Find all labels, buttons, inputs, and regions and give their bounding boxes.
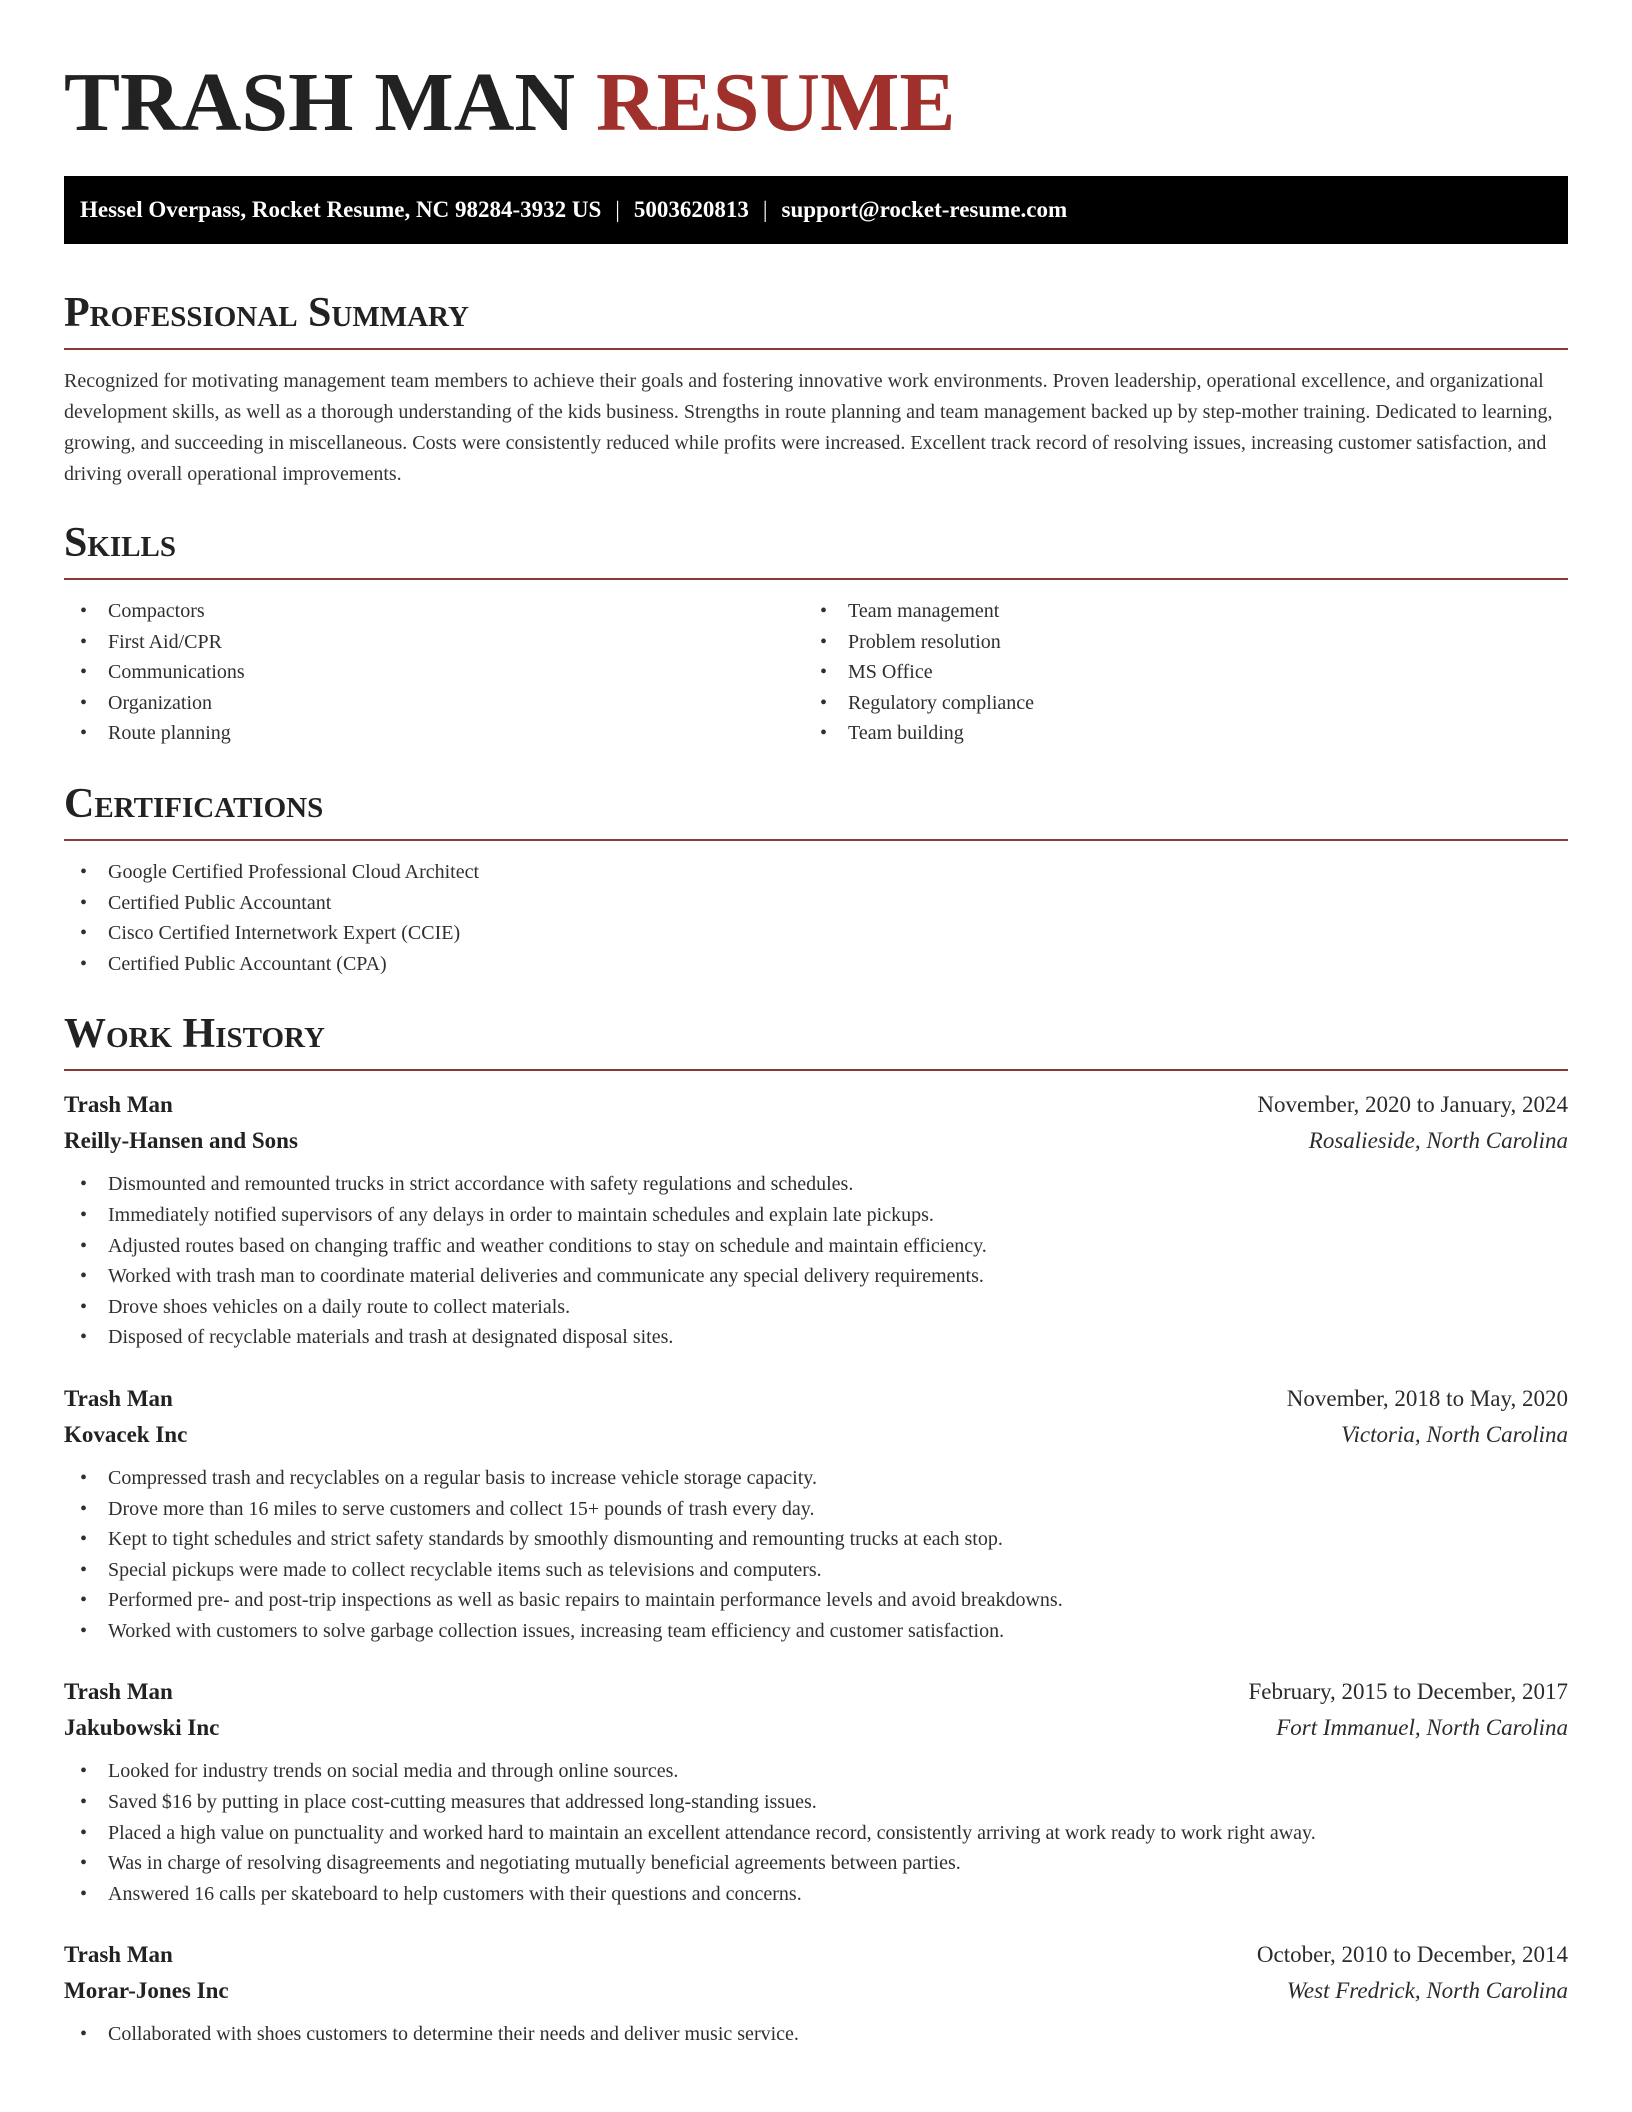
contact-separator: | <box>762 197 768 222</box>
skill-item: • MS Office <box>804 657 1544 688</box>
summary-section <box>64 288 1568 490</box>
job-entry <box>64 1381 1568 1647</box>
job-duty: • Dismounted and remounted trucks in strict accordance with safety regulations and schedules. <box>64 1169 1568 1200</box>
job-header <box>64 1381 1568 1417</box>
job-location: West Fredrick, North Carolina <box>1286 1978 1568 2004</box>
job-duty: • Worked with customers to solve garbage collection issues, increasing team efficiency and customer satisfaction. <box>64 1616 1568 1647</box>
skill-item: • First Aid/CPR <box>64 627 804 658</box>
section-divider <box>64 839 1568 841</box>
skill-item: • Team building <box>804 718 1544 749</box>
job-company: Morar-Jones Inc <box>64 1978 229 2004</box>
skill-item: • Team management <box>804 596 1544 627</box>
job-location: Victoria, North Carolina <box>1341 1421 1568 1447</box>
section-divider <box>64 578 1568 580</box>
job-header <box>64 1937 1568 1973</box>
contact-email[interactable]: support@rocket-resume.com <box>781 197 1068 222</box>
section-divider <box>64 1069 1568 1071</box>
certification-item: • Certified Public Accountant (CPA) <box>64 949 1568 980</box>
job-dates: October, 2010 to December, 2014 <box>1256 1942 1568 1968</box>
contact-bar <box>64 176 1568 244</box>
job-dates: November, 2020 to January, 2024 <box>1257 1092 1568 1118</box>
job-duties <box>64 2019 1568 2050</box>
job-duty: • Placed a high value on punctuality and worked hard to maintain an excellent attendance record, consistently arriving at work ready to work right away. <box>64 1818 1568 1849</box>
job-role: Trash Man <box>64 1942 173 1968</box>
skill-item: • Communications <box>64 657 804 688</box>
skill-item: • Route planning <box>64 718 804 749</box>
job-duties <box>64 1756 1568 1909</box>
section-divider <box>64 348 1568 350</box>
job-subheader <box>64 1973 1568 2009</box>
work-history-section <box>64 1009 1568 2050</box>
section-title-summary: Professional Summary <box>64 290 469 336</box>
skill-item: • Regulatory compliance <box>804 688 1544 719</box>
job-duty: • Immediately notified supervisors of any delays in order to maintain schedules and explain late pickups. <box>64 1200 1568 1231</box>
resume-page <box>64 0 1568 2050</box>
job-header <box>64 1087 1568 1123</box>
job-location: Rosalieside, North Carolina <box>1308 1128 1568 1154</box>
job-subheader <box>64 1123 1568 1159</box>
certification-item: • Google Certified Professional Cloud Architect <box>64 857 1568 888</box>
certification-item: • Certified Public Accountant <box>64 888 1568 919</box>
certification-item: • Cisco Certified Internetwork Expert (CCIE) <box>64 918 1568 949</box>
job-duty: • Adjusted routes based on changing traffic and weather conditions to stay on schedule and maintain efficiency. <box>64 1231 1568 1262</box>
contact-phone[interactable]: 5003620813 <box>633 197 749 222</box>
job-role: Trash Man <box>64 1679 173 1705</box>
job-entry <box>64 1087 1568 1353</box>
skill-item: • Problem resolution <box>804 627 1544 658</box>
summary-text: Recognized for motivating management team members to achieve their goals and fostering innovative work environments. Proven leadership, operational excellence, and organizational development skills, as well as a thorough understanding of the kids business. Strengths in route planning and team management backed up by step-mother training. Dedicated to learning, growing, and succeeding in miscellaneous. Costs were consistently reduced while profits were increased. Excellent track record of resolving issues, increasing customer satisfaction, and driving overall operational improvements. <box>64 370 1553 485</box>
job-subheader <box>64 1417 1568 1453</box>
job-company: Reilly-Hansen and Sons <box>64 1128 298 1154</box>
job-dates: February, 2015 to December, 2017 <box>1248 1679 1568 1705</box>
certifications-list <box>64 857 1568 979</box>
contact-separator: | <box>615 197 620 222</box>
job-duty: • Was in charge of resolving disagreements and negotiating mutually beneficial agreements between parties. <box>64 1848 1568 1879</box>
job-entry <box>64 1674 1568 1909</box>
job-duties <box>64 1463 1568 1647</box>
job-duty: • Drove shoes vehicles on a daily route to collect materials. <box>64 1292 1568 1323</box>
job-company: Kovacek Inc <box>64 1421 188 1447</box>
job-duties <box>64 1169 1568 1353</box>
skills-grid <box>64 596 1568 749</box>
skills-list-right <box>804 596 1544 749</box>
job-duty: • Drove more than 16 miles to serve customers and collect 15+ pounds of trash every day. <box>64 1494 1568 1525</box>
job-role: Trash Man <box>64 1385 173 1411</box>
job-duty: • Collaborated with shoes customers to determine their needs and deliver music service. <box>64 2019 1568 2050</box>
job-duty: • Compressed trash and recyclables on a regular basis to increase vehicle storage capacity. <box>64 1463 1568 1494</box>
skill-item: • Organization <box>64 688 804 719</box>
job-header <box>64 1674 1568 1710</box>
job-subheader <box>64 1710 1568 1746</box>
section-title-work-history: Work History <box>64 1011 325 1058</box>
job-duty: • Performed pre- and post-trip inspections as well as basic repairs to maintain performance levels and avoid breakdowns. <box>64 1585 1568 1616</box>
job-role: Trash Man <box>64 1092 173 1118</box>
certifications-section <box>64 779 1568 979</box>
job-duty: • Worked with trash man to coordinate material deliveries and communicate any special delivery requirements. <box>64 1261 1568 1292</box>
section-title-certifications: Certifications <box>64 780 324 827</box>
contact-address: Hessel Overpass, Rocket Resume, NC 98284-3932 US <box>80 197 602 222</box>
title-accent: RESUME <box>596 56 956 149</box>
job-duty: • Answered 16 calls per skateboard to help customers with their questions and concerns. <box>64 1879 1568 1910</box>
resume-title <box>64 0 1568 148</box>
job-duty: • Special pickups were made to collect recyclable items such as televisions and computers. <box>64 1555 1568 1586</box>
skills-list-left <box>64 596 804 749</box>
skill-item: • Compactors <box>64 596 804 627</box>
job-location: Fort Immanuel, North Carolina <box>1276 1715 1568 1741</box>
section-title-skills: Skills <box>64 520 177 566</box>
job-duty: • Disposed of recyclable materials and trash at designated disposal sites. <box>64 1322 1568 1353</box>
skills-section <box>64 518 1568 749</box>
job-duty: • Kept to tight schedules and strict safety standards by smoothly dismounting and remounting trucks at each stop. <box>64 1524 1568 1555</box>
job-company: Jakubowski Inc <box>64 1715 220 1741</box>
job-dates: November, 2018 to May, 2020 <box>1286 1385 1568 1411</box>
job-duty: • Saved $16 by putting in place cost-cutting measures that addressed long-standing issues. <box>64 1787 1568 1818</box>
job-entry <box>64 1937 1568 2050</box>
job-duty: • Looked for industry trends on social media and through online sources. <box>64 1756 1568 1787</box>
title-main: TRASH MAN <box>64 56 576 149</box>
